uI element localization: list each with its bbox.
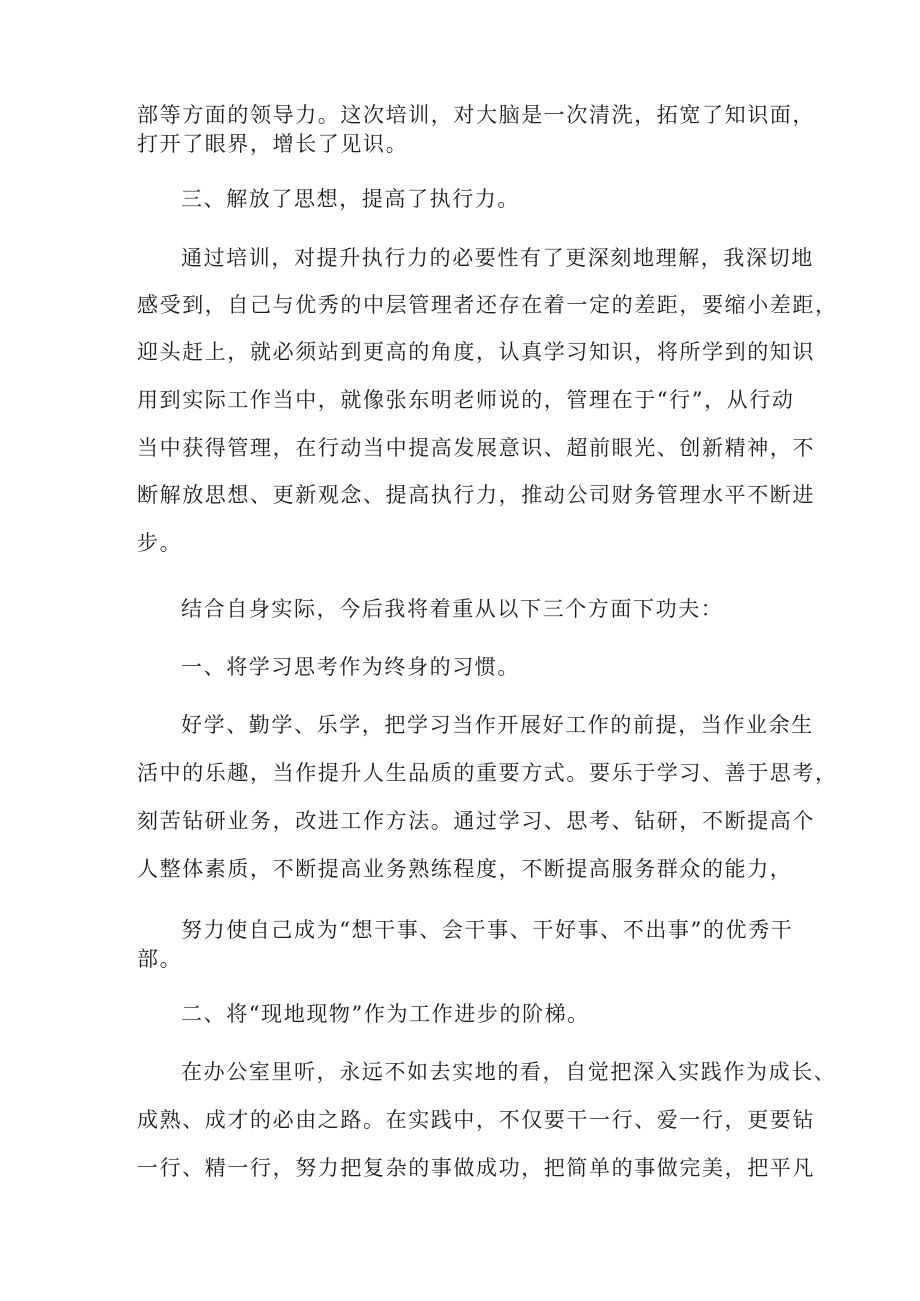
paragraph-line: 断解放思想、更新观念、提高执行力，推动公司财务管理水平不断进 [137,483,815,507]
paragraph-line: 活中的乐趣，当作提升人生品质的重要方式。要乐于学习、善于思考， [137,761,838,785]
paragraph-line: 步。 [137,531,183,555]
paragraph-line: 好学、勤学、乐学，把学习当作开展好工作的前提，当作业余生 [181,713,814,737]
paragraph-line: 一行、精一行，努力把复杂的事做成功，把简单的事做完美，把平凡 [137,1156,815,1180]
paragraph-line: 用到实际工作当中，就像张东明老师说的，管理在于“行”，从行动 [137,388,795,412]
paragraph-line: 结合自身实际，今后我将着重从以下三个方面下功夫： [181,597,724,621]
paragraph-line: 通过培训，对提升执行力的必要性有了更深刻地理解，我深切地 [181,246,814,270]
paragraph-line: 当中获得管理，在行动当中提高发展意识、超前眼光、创新精神，不 [137,436,815,460]
section-heading-2: 二、将“现地现物”作为工作进步的阶梯。 [181,1002,590,1026]
paragraph-line: 迎头赶上，就必须站到更高的角度，认真学习知识，将所学到的知识 [137,340,815,364]
paragraph-line: 部。 [137,947,183,971]
paragraph-line: 在办公室里听，永远不如去实地的看，自觉把深入实践作为成长、 [181,1060,837,1084]
paragraph-line: 人整体素质，不断提高业务熟练程度，不断提高服务群众的能力， [137,857,793,881]
paragraph-line: 打开了眼界，增长了见识。 [137,132,409,156]
paragraph-line: 感受到，自己与优秀的中层管理者还存在着一定的差距，要缩小差距， [137,293,838,317]
paragraph-line: 努力使自己成为“想干事、会干事、干好事、不出事”的优秀干 [181,918,794,942]
section-heading-1: 一、将学习思考作为终身的习惯。 [181,655,520,679]
paragraph-line: 部等方面的领导力。这次培训，对大脑是一次清洗，拓宽了知识面， [137,103,815,127]
section-heading-3: 三、解放了思想，提高了执行力。 [181,187,520,211]
paragraph-line: 刻苦钻研业务，改进工作方法。通过学习、思考、钻研，不断提高个 [137,809,815,833]
paragraph-line: 成熟、成才的必由之路。在实践中，不仅要干一行、爱一行，更要钻 [137,1108,815,1132]
